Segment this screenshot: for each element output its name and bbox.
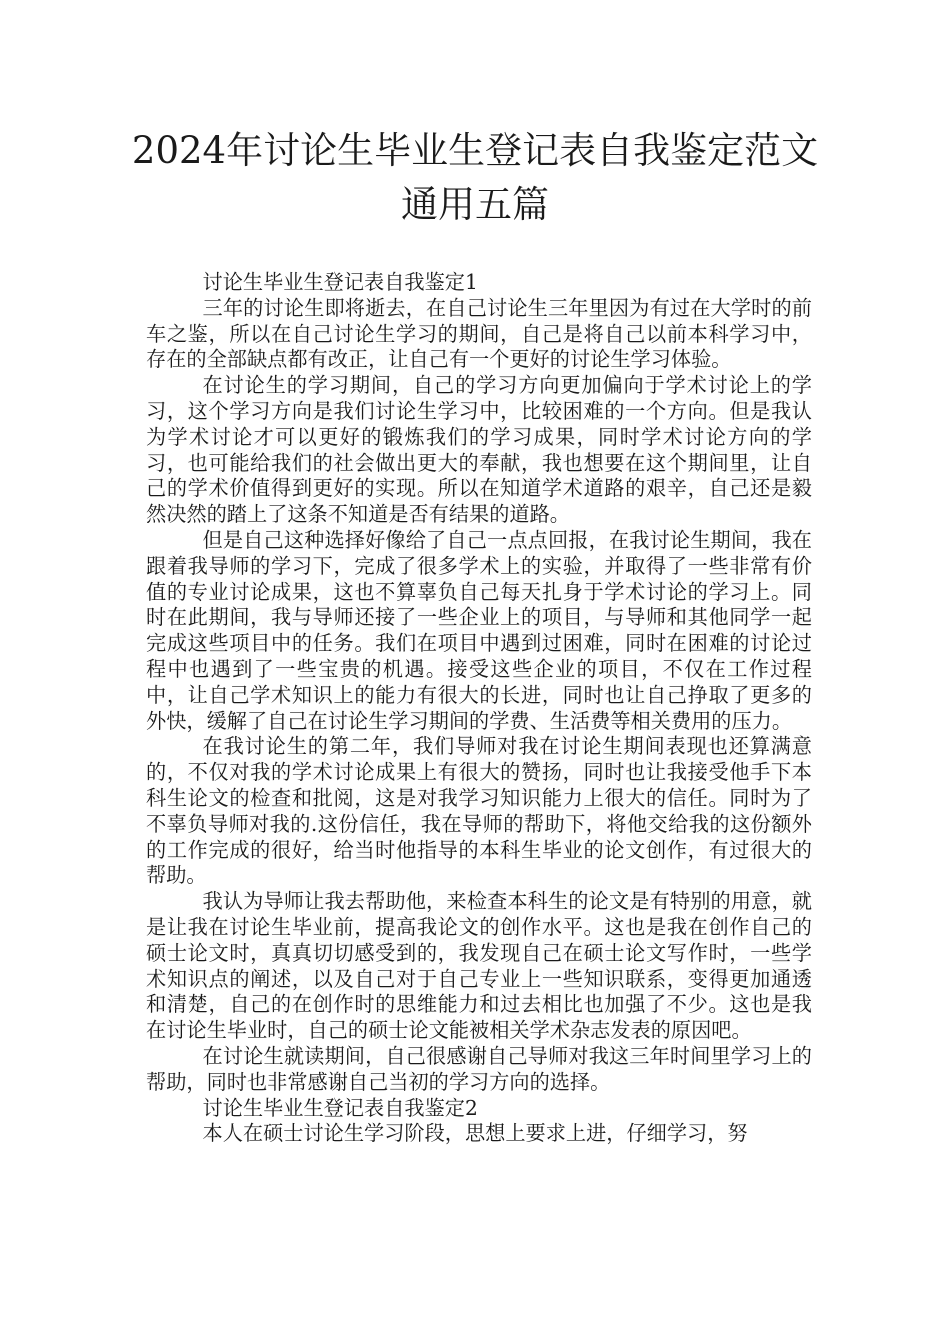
document-title: 2024年讨论生毕业生登记表自我鉴定范文通用五篇 xyxy=(131,129,819,226)
paragraph: 在讨论生的学习期间，自己的学习方向更加偏向于学术讨论上的学习，这个学习方向是我们讨论生学习中，比较困难的一个方向。但是我认为学术讨论才可以更好的锻炼我们的学习成果，同时学术讨论方向的学习，也可能给我们的社会做出更大的奉献，我也想要在这个期间里，让自己的学术价值得到更好的实现。所以在知道学术道路的艰辛，自己还是毅然决然的踏上了这条不知道是否有结果的道路。 xyxy=(146,373,812,527)
section-heading-1: 讨论生毕业生登记表自我鉴定1 xyxy=(202,270,478,294)
section-heading-2: 讨论生毕业生登记表自我鉴定2 xyxy=(202,1095,478,1120)
paragraph: 在讨论生就读期间，自己很感谢自己导师对我这三年时间里学习上的帮助，同时也非常感谢自己当初的学习方向的选择。 xyxy=(146,1043,812,1094)
document-body xyxy=(146,270,812,1147)
paragraph: 但是自己这种选择好像给了自己一点点回报，在我讨论生期间，我在跟着我导师的学习下，完成了很多学术上的实验，并取得了一些非常有价值的专业讨论成果，这也不算辜负自己每天扎身于学术讨论的学习上。同时在此期间，我与导师还接了一些企业上的项目，与导师和其他同学一起完成这些项目中的任务。我们在项目中遇到过困难，同时在困难的讨论过程中也遇到了一些宝贵的机遇。接受这些企业的项目，不仅在工作过程中，让自己学术知识上的能力有很大的长进，同时也让自己挣取了更多的外快，缓解了自己在讨论生学习期间的学费、生活费等相关费用的压力。 xyxy=(146,527,812,733)
paragraph: 三年的讨论生即将逝去，在自己讨论生三年里因为有过在大学时的前车之鉴，所以在自己讨论生学习的期间，自己是将自己以前本科学习中，存在的全部缺点都有改正，让自己有一个更好的讨论生学习体验。 xyxy=(146,295,812,372)
paragraph: 本人在硕士讨论生学习阶段，思想上要求上进，仔细学习，努 xyxy=(202,1121,748,1146)
paragraph: 在我讨论生的第二年，我们导师对我在讨论生期间表现也还算满意的，不仅对我的学术讨论成果上有很大的赞扬，同时也让我接受他手下本科生论文的检查和批阅，这是对我学习知识能力上很大的信任。同时为了不辜负导师对我的.这份信任，我在导师的帮助下，将他交给我的这份额外的工作完成的很好，给当时他指导的本科生毕业的论文创作，有过很大的帮助。 xyxy=(146,734,812,888)
paragraph: 我认为导师让我去帮助他，来检查本科生的论文是有特别的用意，就是让我在讨论生毕业前，提高我论文的创作水平。这也是我在创作自己的硕士论文时，真真切切感受到的，我发现自己在硕士论文写作时，一些学术知识点的阐述，以及自己对于自己专业上一些知识联系，变得更加通透和清楚，自己的在创作时的思维能力和过去相比也加强了不少。这也是我在讨论生毕业时，自己的硕士论文能被相关学术杂志发表的原因吧。 xyxy=(146,889,812,1043)
